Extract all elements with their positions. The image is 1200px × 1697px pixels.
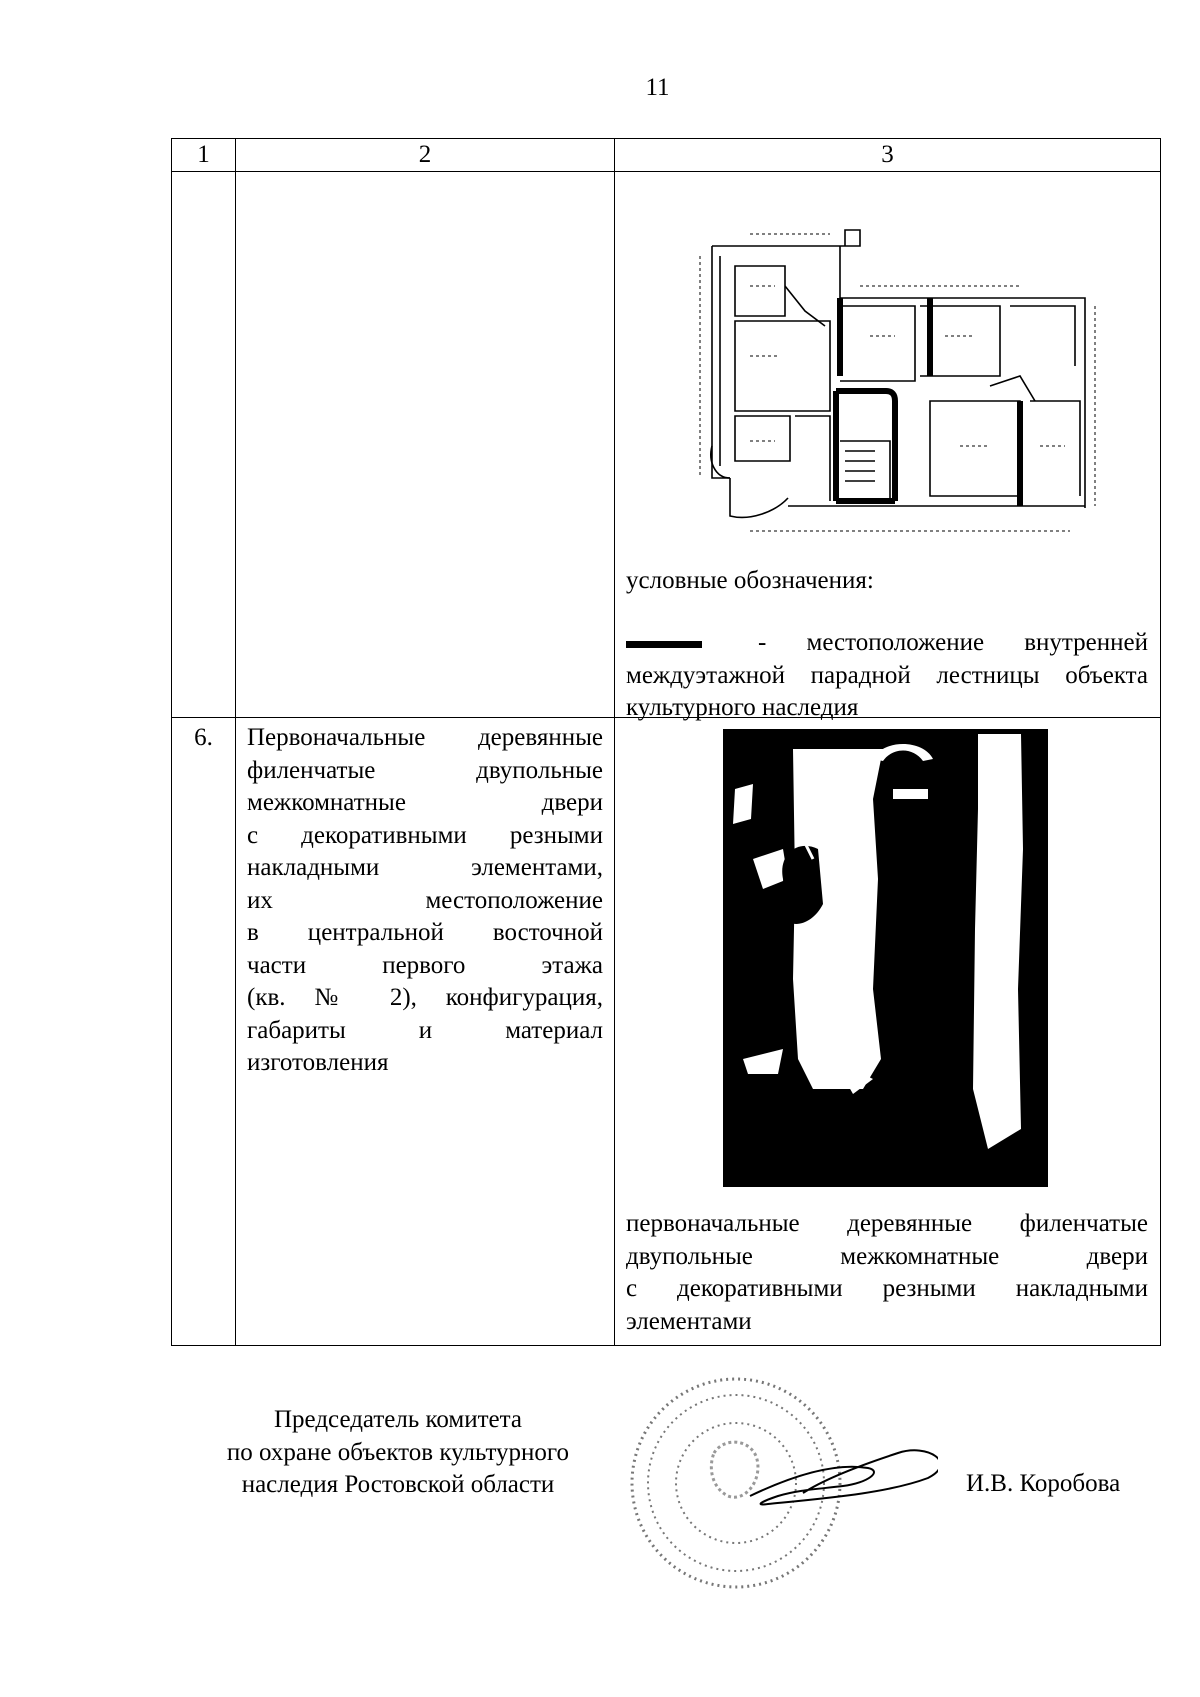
description-line: Первоначальные деревянные — [247, 724, 603, 751]
signatory-position — [196, 1404, 600, 1502]
description-line: филенчатые двупольные — [247, 756, 603, 784]
legend-text — [626, 627, 1148, 725]
official-seal-and-signature — [628, 1368, 938, 1598]
description-line: части первого этажа — [247, 951, 603, 979]
row-number: 6. — [172, 718, 236, 1346]
description-cell — [236, 718, 615, 1346]
column-header-3: 3 — [615, 139, 1161, 172]
legend-title: условные обозначения: — [626, 567, 874, 594]
position-line: наследия Ростовской области — [241, 1471, 555, 1498]
description-line: накладными элементами, — [247, 854, 603, 881]
legend-line: - местоположение внутренней — [626, 627, 1148, 660]
illustration-cell — [615, 172, 1161, 721]
staircase-legend-swatch — [626, 641, 702, 648]
page-number: 11 — [645, 74, 670, 101]
description-line: (кв. № 2), конфигурация, — [247, 984, 603, 1011]
description-line: в центральной восточной — [247, 919, 603, 946]
table-row — [172, 172, 1161, 718]
description-line: их местоположение — [247, 886, 603, 914]
column-header-2: 2 — [236, 139, 615, 172]
table-header-row — [172, 139, 1161, 172]
caption-line: двупольные межкомнатные двери — [626, 1242, 1148, 1270]
description-line: габариты и материал — [247, 1016, 603, 1044]
floor-plan-drawing — [690, 216, 1110, 551]
column-header-1: 1 — [172, 139, 236, 172]
description-line: изготовления — [247, 1049, 389, 1076]
door-photo — [723, 729, 1048, 1187]
caption-line: элементами — [626, 1307, 752, 1335]
monuments-table — [171, 138, 1161, 1346]
description-line: с декоративными резными — [247, 821, 603, 849]
legend-line: междуэтажной парадной лестницы объекта — [626, 661, 1148, 689]
position-line: Председатель комитета — [274, 1406, 522, 1433]
legend-line: культурного наследия — [626, 694, 859, 721]
description-cell — [236, 172, 615, 718]
description-line: межкомнатные двери — [247, 789, 603, 816]
illustration-cell — [615, 718, 1161, 1346]
table-row — [172, 718, 1161, 1346]
caption-line: с декоративными резными накладными — [626, 1275, 1148, 1302]
row-number-cell — [172, 172, 236, 718]
signatory-name: И.В. Коробова — [966, 1470, 1121, 1497]
photo-caption — [626, 1208, 1148, 1338]
caption-line: первоначальные деревянные филенчатые — [626, 1210, 1148, 1237]
position-line: по охране объектов культурного — [226, 1438, 570, 1466]
